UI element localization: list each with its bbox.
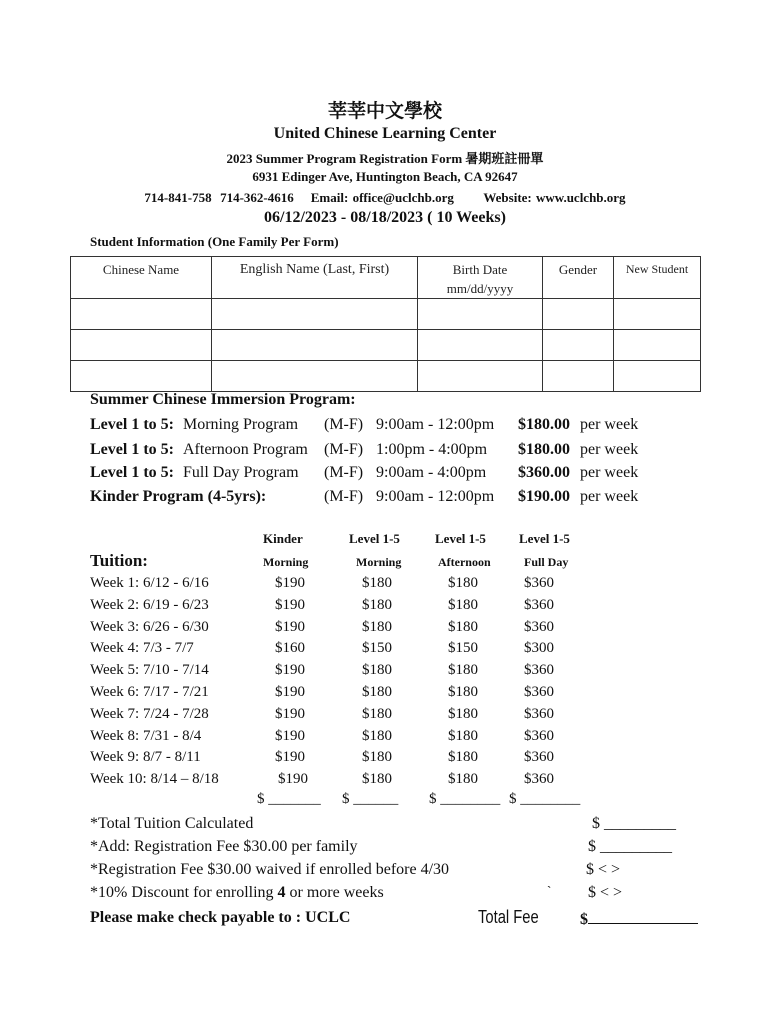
contact-line <box>0 190 770 206</box>
payable-note: Please make check payable to : UCLC <box>90 909 351 926</box>
week-price-cell: $360 <box>524 597 554 613</box>
student-1-new-student-cell[interactable] <box>614 299 701 330</box>
week-price-cell: $150 <box>362 640 392 656</box>
week-price-cell: $360 <box>524 575 554 591</box>
week-label: Week 5: 7/10 - 7/14 <box>90 662 209 678</box>
week-price-cell: $190 <box>275 575 305 591</box>
student-1-chinese-name-cell[interactable] <box>71 299 212 330</box>
week-price-cell: $180 <box>448 684 478 700</box>
student-2-chinese-name-cell[interactable] <box>71 330 212 361</box>
morning-total-blank[interactable]: $ ______ <box>342 791 399 807</box>
week-price-cell: $180 <box>448 597 478 613</box>
student-1-gender-cell[interactable] <box>543 299 614 330</box>
week-price-cell: $180 <box>362 575 392 591</box>
week-price-cell: $180 <box>362 706 392 722</box>
table-row <box>71 330 701 361</box>
student-3-chinese-name-cell[interactable] <box>71 361 212 392</box>
week-price-cell: $300 <box>524 640 554 656</box>
week-price-cell: $360 <box>524 728 554 744</box>
morning-price: $180.00 <box>518 416 570 433</box>
week-label: Week 8: 7/31 - 8/4 <box>90 728 202 744</box>
table-row <box>71 299 701 330</box>
kinder-price: $190.00 <box>518 488 570 505</box>
week-price-cell: $190 <box>275 619 305 635</box>
week-price-cell: $180 <box>448 706 478 722</box>
table-row <box>71 361 701 392</box>
student-3-gender-cell[interactable] <box>543 361 614 392</box>
full-day-price: $360.00 <box>518 464 570 481</box>
org-name: United Chinese Learning Center <box>273 125 497 142</box>
student-2-new-student-cell[interactable] <box>614 330 701 361</box>
total-fee-label: Total Fee <box>478 907 539 927</box>
week-price-cell: $180 <box>362 749 392 765</box>
week-price-cell: $180 <box>362 771 392 787</box>
week-price-cell: $360 <box>524 684 554 700</box>
total-fee-field[interactable]: $ <box>580 909 698 929</box>
week-label: Week 7: 7/24 - 7/28 <box>90 706 209 722</box>
week-price-cell: $180 <box>362 597 392 613</box>
week-price-cell: $360 <box>524 749 554 765</box>
week-price-cell: $360 <box>524 706 554 722</box>
form-title: 2023 Summer Program Registration Form 暑期班註冊單 <box>226 151 544 166</box>
program-heading: Summer Chinese Immersion Program: <box>90 391 356 408</box>
week-price-cell: $180 <box>362 662 392 678</box>
full-day-total-blank[interactable]: $ ________ <box>509 791 581 807</box>
week-price-cell: $360 <box>524 662 554 678</box>
week-price-cell: $360 <box>524 771 554 787</box>
week-price-cell: $150 <box>448 640 478 656</box>
program-dates: 06/12/2023 - 08/18/2023 ( 10 Weeks) <box>264 209 506 226</box>
week-price-cell: $180 <box>448 749 478 765</box>
week-price-cell: $180 <box>448 662 478 678</box>
total-tuition-blank[interactable]: $ _________ <box>592 815 676 832</box>
discount-blank[interactable]: $ < > <box>588 884 623 901</box>
student-1-english-name-cell[interactable] <box>212 299 418 330</box>
week-label: Week 9: 8/7 - 8/11 <box>90 749 201 765</box>
col-english-name: English Name (Last, First) <box>212 257 418 299</box>
week-price-cell: $190 <box>275 662 305 678</box>
phone-1: 714-841-758 <box>144 190 212 205</box>
col-gender: Gender <box>543 257 614 299</box>
week-price-cell: $180 <box>448 619 478 635</box>
chinese-school-title: 莘莘中文學校 <box>327 100 442 122</box>
student-3-english-name-cell[interactable] <box>212 361 418 392</box>
week-price-cell: $180 <box>448 728 478 744</box>
week-label: Week 2: 6/19 - 6/23 <box>90 597 209 613</box>
week-label: Week 4: 7/3 - 7/7 <box>90 640 194 656</box>
school-address: 6931 Edinger Ave, Huntington Beach, CA 92647 <box>252 169 518 184</box>
student-3-birth-date-cell[interactable] <box>418 361 543 392</box>
week-price-cell: $180 <box>448 575 478 591</box>
week-price-cell: $180 <box>362 684 392 700</box>
week-price-cell: $190 <box>275 728 305 744</box>
student-2-gender-cell[interactable] <box>543 330 614 361</box>
student-info-table <box>70 256 701 392</box>
registration-fee-blank[interactable]: $ _________ <box>588 838 672 855</box>
afternoon-total-blank[interactable]: $ ________ <box>429 791 501 807</box>
week-price-cell: $190 <box>278 771 308 787</box>
col-birth-date: Birth Date mm/dd/yyyy <box>418 257 543 299</box>
website: Website: www.uclchb.org <box>483 190 626 205</box>
week-price-cell: $190 <box>275 706 305 722</box>
afternoon-price: $180.00 <box>518 441 570 458</box>
week-label: Week 10: 8/14 – 8/18 <box>90 771 219 787</box>
week-price-cell: $180 <box>362 619 392 635</box>
student-2-english-name-cell[interactable] <box>212 330 418 361</box>
phone-2: 714-362-4616 <box>220 190 294 205</box>
week-price-cell: $160 <box>275 640 305 656</box>
col-chinese-name: Chinese Name <box>71 257 212 299</box>
student-3-new-student-cell[interactable] <box>614 361 701 392</box>
student-info-heading: Student Information (One Family Per Form) <box>90 234 339 249</box>
week-label: Week 3: 6/26 - 6/30 <box>90 619 209 635</box>
week-price-cell: $180 <box>448 771 478 787</box>
student-2-birth-date-cell[interactable] <box>418 330 543 361</box>
tuition-label: Tuition: <box>90 551 148 570</box>
col-new-student: New Student <box>614 257 701 299</box>
email: Email: office@uclchb.org <box>310 190 454 205</box>
week-price-cell: $360 <box>524 619 554 635</box>
fee-waiver-blank[interactable]: $ < > <box>586 861 621 878</box>
student-1-birth-date-cell[interactable] <box>418 299 543 330</box>
week-price-cell: $190 <box>275 597 305 613</box>
week-price-cell: $190 <box>275 749 305 765</box>
week-label: Week 1: 6/12 - 6/16 <box>90 575 209 591</box>
birth-date-format: mm/dd/yyyy <box>446 281 514 296</box>
week-price-cell: $190 <box>275 684 305 700</box>
week-label: Week 6: 7/17 - 7/21 <box>90 684 209 700</box>
kinder-total-blank[interactable]: $ _______ <box>257 791 321 807</box>
week-price-cell: $180 <box>362 728 392 744</box>
